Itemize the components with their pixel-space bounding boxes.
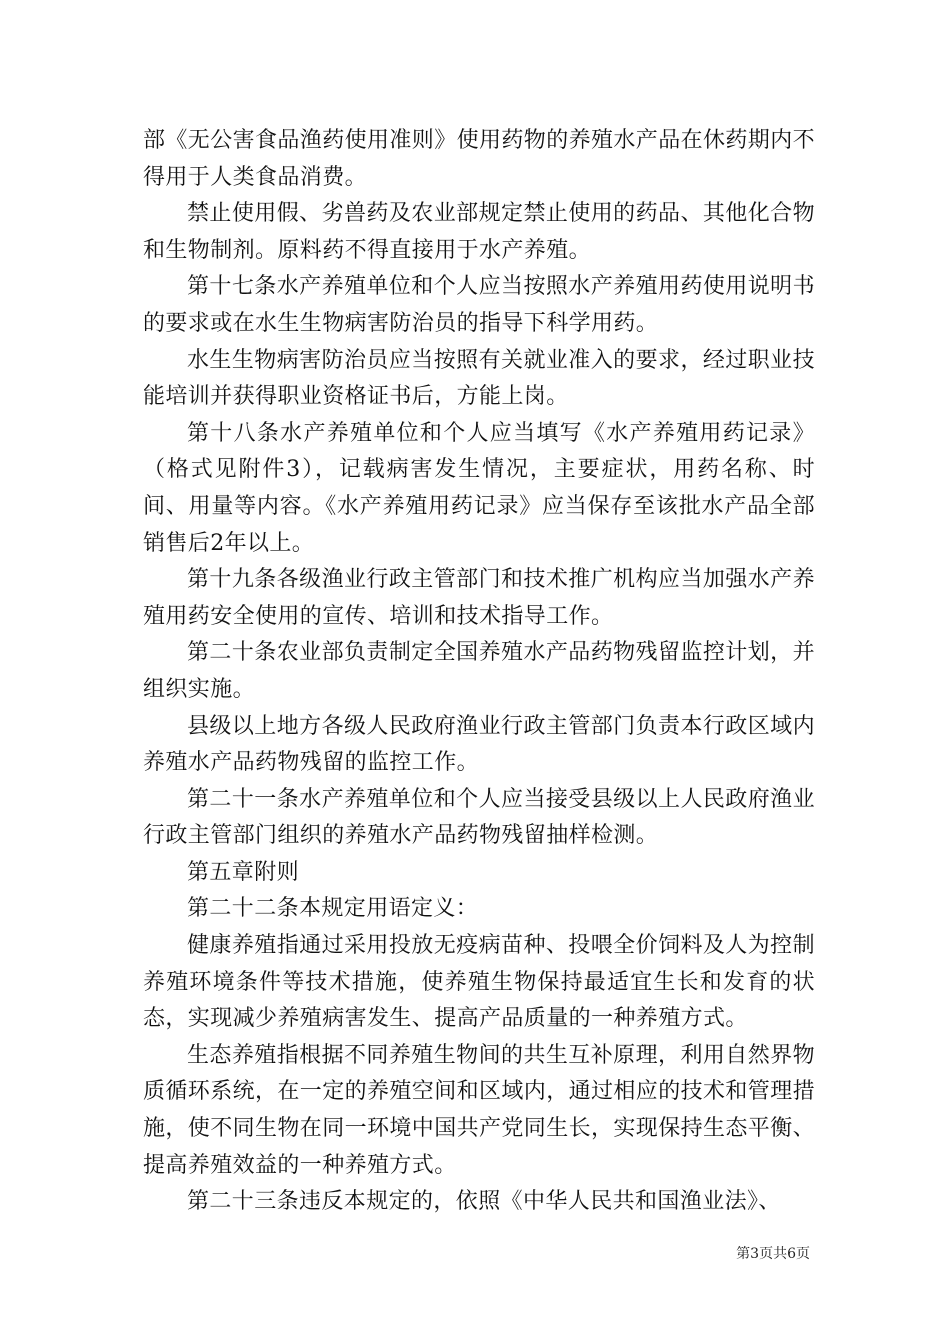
paragraph: 县级以上地方各级人民政府渔业行政主管部门负责本行政区域内养殖水产品药物残留的监控工作。 <box>143 713 815 776</box>
page-number: 第3页共6页 <box>736 1246 810 1262</box>
paragraph: 第十九条各级渔业行政主管部门和技术推广机构应当加强水产养殖用药安全使用的宣传、培训和技术指导工作。 <box>143 567 815 629</box>
paragraph: 部《无公害食品渔药使用准则》使用药物的养殖水产品在休药期内不得用于人类食品消费。 <box>143 128 816 190</box>
chapter-heading: 第五章附则 <box>187 859 300 885</box>
paragraph: 第十八条水产养殖单位和个人应当填写《水产养殖用药记录》（格式见附件3），记载病害发生情况，主要症状，用药名称、时间、用量等内容。《水产养殖用药记录》应当保存至该批水产品全部销售后2年以上。 <box>143 420 815 556</box>
paragraph: 第二十一条水产养殖单位和个人应当接受县级以上人民政府渔业行政主管部门组织的养殖水产品药物残留抽样检测。 <box>143 786 815 849</box>
paragraph: 第二十二条本规定用语定义： <box>187 896 479 922</box>
paragraph: 健康养殖指通过采用投放无疫病苗种、投喂全价饲料及人为控制养殖环境条件等技术措施，使养殖生物保持最适宜生长和发育的状态，实现减少养殖病害发生、提高产品质量的一种养殖方式。 <box>143 933 815 1032</box>
paragraph: 第二十三条违反本规定的，依照《中华人民共和国渔业法》、 <box>187 1189 781 1215</box>
paragraph: 生态养殖指根据不同养殖生物间的共生互补原理，利用自然界物质循环系统，在一定的养殖空间和区域内，通过相应的技术和管理措施，使不同生物在同一环境中国共产党同生长，实现保持生态平衡、提高养殖效益的一种养殖方式。 <box>143 1042 816 1178</box>
paragraph: 第二十条农业部负责制定全国养殖水产品药物残留监控计划，并组织实施。 <box>143 640 815 702</box>
document-body <box>143 123 815 1221</box>
paragraph: 第十七条水产养殖单位和个人应当按照水产养殖用药使用说明书的要求或在水生生物病害防治员的指导下科学用药。 <box>143 274 815 336</box>
paragraph: 禁止使用假、劣兽药及农业部规定禁止使用的药品、其他化合物和生物制剂。原料药不得直接用于水产养殖。 <box>143 201 815 263</box>
paragraph: 水生生物病害防治员应当按照有关就业准入的要求，经过职业技能培训并获得职业资格证书后，方能上岗。 <box>143 347 815 410</box>
